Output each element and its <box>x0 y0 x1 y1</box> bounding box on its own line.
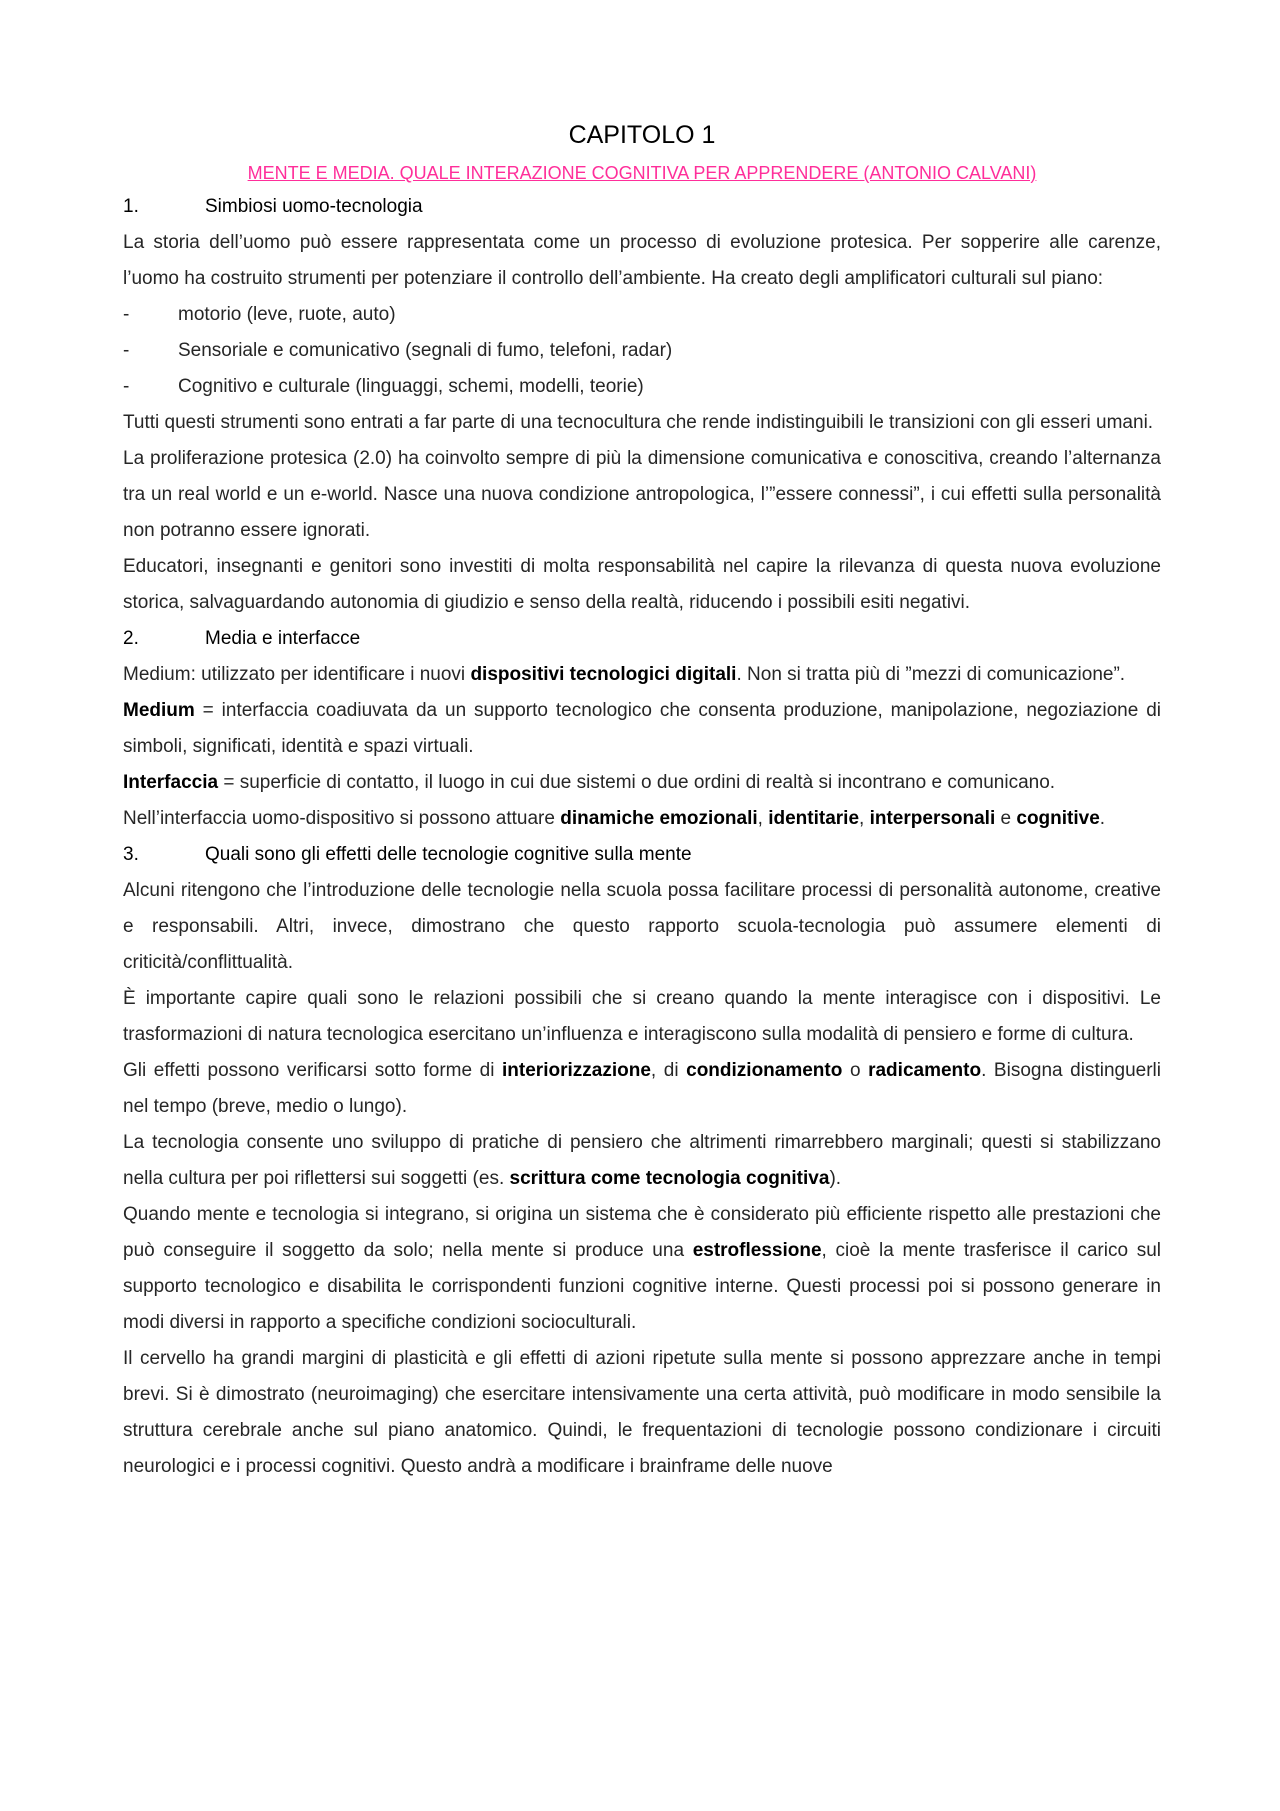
bold-term: scrittura come tecnologia cognitiva <box>509 1168 830 1189</box>
paragraph: Il cervello ha grandi margini di plasticità e gli effetti di azioni ripetute sulla mente si possono apprezzare anche in tempi brevi. Si è dimostrato (neuroimaging) che esercitare intensivamente una certa attività, può modificare in modo sensibile la struttura cerebrale anche sul piano anatomico. Quindi, le frequentazioni di tecnologie possono condizionare i circuiti neurologici e i processi cognitivi. Questo andrà a modificare i brainframe delle nuove <box>123 1348 1161 1477</box>
bullet-dash: - <box>123 376 130 397</box>
list-item <box>123 333 1161 369</box>
section-heading-1 <box>123 189 1161 225</box>
paragraph <box>123 801 1161 837</box>
text-run: Quando mente e tecnologia si integrano, si origina un sistema che è considerato più efficiente rispetto alle prestazioni che può conseguire il soggetto da solo; nella mente si produce una <box>123 1204 1161 1261</box>
document-page <box>123 118 1161 1485</box>
list-item-text: motorio (leve, ruote, auto) <box>178 304 396 325</box>
bold-term: dispositivi tecnologici digitali <box>470 664 737 685</box>
text-run: , <box>757 808 769 829</box>
section-number: 1. <box>123 196 139 217</box>
paragraph: È importante capire quali sono le relazioni possibili che si creano quando la mente interagisce con i dispositivi. Le trasformazioni di natura tecnologica esercitano un’influenza e interagiscono sulla modalità di pensiero e forme di cultura. <box>123 988 1161 1045</box>
bold-term: cognitive <box>1016 808 1100 829</box>
text-run: o <box>842 1060 869 1081</box>
bold-term: condizionamento <box>686 1060 843 1081</box>
text-run: = superficie di contatto, il luogo in cui due sistemi o due ordini di realtà si incontrano e comunicano. <box>218 772 1056 793</box>
list-item <box>123 297 1161 333</box>
chapter-subtitle: MENTE E MEDIA. QUALE INTERAZIONE COGNITIVA PER APPRENDERE (ANTONIO CALVANI) <box>247 163 1037 183</box>
section-heading-3 <box>123 837 1161 873</box>
section-title: Media e interfacce <box>205 628 361 649</box>
paragraph <box>123 693 1161 765</box>
paragraph: La proliferazione protesica (2.0) ha coinvolto sempre di più la dimensione comunicativa e conoscitiva, creando l’alternanza tra un real world e un e-world. Nasce una nuova condizione antropologica, l’”essere connessi”, i cui effetti sulla personalità non potranno essere ignorati. <box>123 448 1161 541</box>
bold-term: identitarie <box>768 808 860 829</box>
paragraph: La storia dell’uomo può essere rappresentata come un processo di evoluzione protesica. Per sopperire alle carenze, l’uomo ha costruito strumenti per potenziare il controllo dell’ambiente. Ha creato degli amplificatori culturali sul piano: <box>123 232 1161 289</box>
bold-term: estroflessione <box>692 1240 822 1261</box>
bold-term: interpersonali <box>869 808 996 829</box>
paragraph: Tutti questi strumenti sono entrati a far parte di una tecnocultura che rende indistinguibili le transizioni con gli esseri umani. <box>123 412 1154 433</box>
section-number: 2. <box>123 628 139 649</box>
chapter-title: CAPITOLO 1 <box>568 121 716 149</box>
section-title: Quali sono gli effetti delle tecnologie cognitive sulla mente <box>205 844 692 865</box>
list-item-text: Cognitivo e culturale (linguaggi, schemi, modelli, teorie) <box>178 376 644 397</box>
text-run: = interfaccia coadiuvata da un supporto tecnologico che consenta produzione, manipolazione, negoziazione di simboli, significati, identità e spazi virtuali. <box>123 700 1161 757</box>
bold-term: Medium <box>123 700 195 721</box>
section-number: 3. <box>123 844 139 865</box>
paragraph <box>123 1197 1161 1341</box>
bold-term: radicamento <box>868 1060 982 1081</box>
section-heading-2 <box>123 621 1161 657</box>
text-run: e <box>995 808 1017 829</box>
text-run: . Bisogna distinguerli nel tempo (breve, medio o lungo). <box>123 1060 1162 1117</box>
text-run: Gli effetti possono verificarsi sotto forme di <box>123 1060 503 1081</box>
text-run: Nell’interfaccia uomo-dispositivo si possono attuare <box>123 808 561 829</box>
text-run: ). <box>829 1168 842 1189</box>
text-run: , di <box>650 1060 687 1081</box>
list-item <box>123 369 1161 405</box>
text-run: , cioè la mente trasferisce il carico sul supporto tecnologico e disabilita le corrispondenti funzioni cognitive interne. Questi processi poi si possono generare in modi diversi in rapporto a specifiche condizioni socioculturali. <box>123 1240 1161 1333</box>
bold-term: dinamiche emozionali <box>560 808 758 829</box>
paragraph <box>123 765 1161 801</box>
paragraph <box>123 1125 1161 1197</box>
bold-term: Interfaccia <box>123 772 219 793</box>
list-item-text: Sensoriale e comunicativo (segnali di fumo, telefoni, radar) <box>178 340 673 361</box>
section-title: Simbiosi uomo-tecnologia <box>205 196 423 217</box>
bold-term: interiorizzazione <box>502 1060 651 1081</box>
text-run: . Non si tratta più di ”mezzi di comunicazione”. <box>736 664 1126 685</box>
text-run: Medium: utilizzato per identificare i nuovi <box>123 664 471 685</box>
paragraph: Alcuni ritengono che l’introduzione delle tecnologie nella scuola possa facilitare processi di personalità autonome, creative e responsabili. Altri, invece, dimostrano che questo rapporto scuola-tecnologia può assumere elementi di criticità/conflittualità. <box>123 880 1161 973</box>
paragraph <box>123 657 1161 693</box>
text-run: , <box>859 808 870 829</box>
paragraph: Educatori, insegnanti e genitori sono investiti di molta responsabilità nel capire la rilevanza di questa nuova evoluzione storica, salvaguardando autonomia di giudizio e senso della realtà, riducendo i possibili esiti negativi. <box>123 556 1161 613</box>
bullet-dash: - <box>123 340 130 361</box>
bullet-dash: - <box>123 304 130 325</box>
paragraph <box>123 1053 1161 1125</box>
text-run: . <box>1099 808 1106 829</box>
text-run: La tecnologia consente uno sviluppo di pratiche di pensiero che altrimenti rimarrebbero marginali; questi si stabilizzano nella cultura per poi riflettersi sui soggetti (es. <box>123 1132 1161 1189</box>
